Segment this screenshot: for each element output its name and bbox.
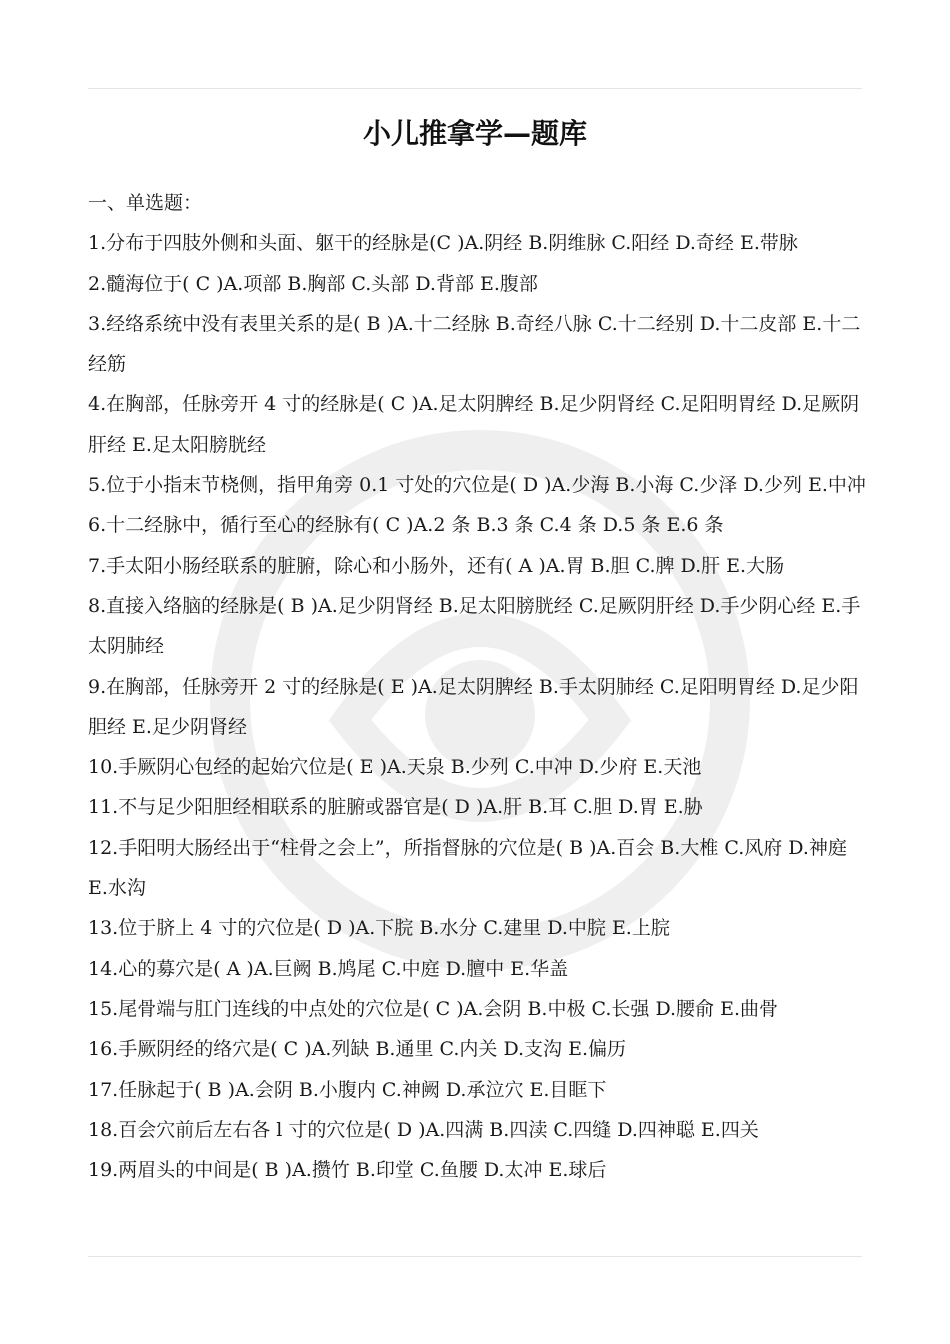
question-item: 15.尾骨端与肛门连线的中点处的穴位是( C )A.会阴 B.中极 C.长强 D.腰俞 E.曲骨 bbox=[88, 997, 778, 1020]
question-item: 18.百会穴前后左右各 l 寸的穴位是( D )A.四满 B.四渎 C.四缝 D.四神聪 E.四关 bbox=[88, 1118, 759, 1141]
question-item: 14.心的募穴是( A )A.巨阙 B.鸠尾 C.中庭 D.膻中 E.华盖 bbox=[88, 957, 569, 980]
question-item: 13.位于脐上 4 寸的穴位是( D )A.下脘 B.水分 C.建里 D.中脘 E.上脘 bbox=[88, 917, 670, 940]
question-item: 3.经络系统中没有表里关系的是( B )A.十二经脉 B.奇经八脉 C.十二经别 D.十二皮部 E.十二经筋 bbox=[88, 312, 861, 376]
section-heading: 一、单选题： bbox=[88, 192, 203, 214]
question-item: 19.两眉头的中间是( B )A.攒竹 B.印堂 C.鱼腰 D.太冲 E.球后 bbox=[88, 1159, 607, 1182]
question-item: 9.在胸部，任脉旁开 2 寸的经脉是( E )A.足太阴脾经 B.手太阴肺经 C.足阳明胃经 D.足少阳胆经 E.足少阴肾经 bbox=[88, 675, 859, 738]
question-item: 11.不与足少阳胆经相联系的脏腑或器官是( D )A.肝 B.耳 C.胆 D.胃 E.胁 bbox=[88, 796, 703, 819]
question-item: 10.手厥阴心包经的起始穴位是( E )A.天泉 B.少列 C.中冲 D.少府 E.天池 bbox=[88, 756, 702, 779]
page-title: 小儿推拿学—题库 bbox=[362, 117, 587, 150]
question-item: 17.任脉起于( B )A.会阴 B.小腹内 C.神阙 D.承泣穴 E.目眶下 bbox=[88, 1078, 607, 1101]
question-item: 6.十二经脉中，循行至心的经脉有( C )A.2 条 B.3 条 C.4 条 D.5 条 E.6 条 bbox=[88, 514, 724, 537]
header-rule bbox=[88, 88, 862, 89]
question-item: 2.髓海位于( C )A.项部 B.胸部 C.头部 D.背部 E.腹部 bbox=[88, 272, 538, 295]
question-item: 12.手阳明大肠经出于“柱骨之会上”，所指督脉的穴位是( B )A.百会 B.大椎 C.风府 D.神庭 E.水沟 bbox=[88, 836, 847, 900]
question-item: 7.手太阳小肠经联系的脏腑，除心和小肠外，还有( A )A.胃 B.胆 C.脾 D.肝 E.大肠 bbox=[88, 554, 785, 577]
footer-rule bbox=[88, 1256, 862, 1257]
question-item: 5.位于小指末节桡侧，指甲角旁 0.1 寸处的穴位是( D )A.少海 B.小海 C.少泽 D.少列 E.中冲 bbox=[88, 474, 866, 497]
question-list bbox=[88, 183, 868, 1190]
question-item: 4.在胸部，任脉旁开 4 寸的经脉是( C )A.足太阴脾经 B.足少阴肾经 C.足阳明胃经 D.足厥阴肝经 E.足太阳膀胱经 bbox=[88, 393, 860, 456]
question-item: 16.手厥阴经的络穴是( C )A.列缺 B.通里 C.内关 D.支沟 E.偏历 bbox=[88, 1038, 626, 1061]
question-item: 8.直接入络脑的经脉是( B )A.足少阴肾经 B.足太阳膀胱经 C.足厥阴肝经 D.手少阴心经 E.手太阴肺经 bbox=[88, 594, 861, 658]
question-item: 1.分布于四肢外侧和头面、躯干的经脉是(C )A.阴经 B.阴维脉 C.阳经 D.奇经 E.带脉 bbox=[88, 232, 798, 255]
